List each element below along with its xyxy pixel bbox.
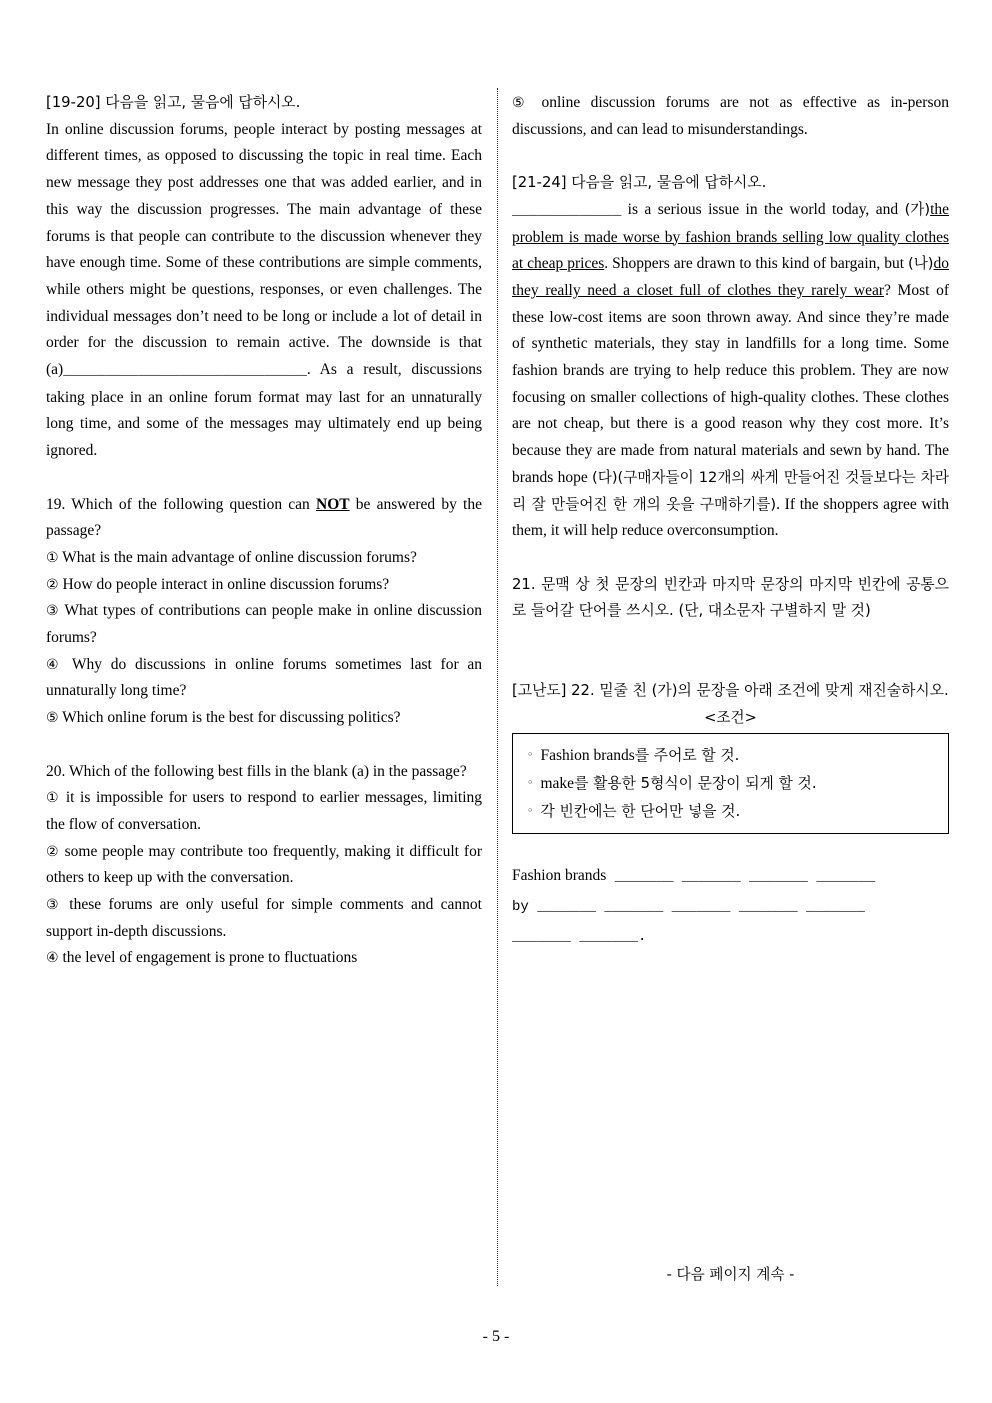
bullet-icon: ◦ — [527, 776, 534, 790]
choice-marker: ⑤ — [46, 710, 59, 727]
passage-1-heading: [19-20] 다음을 읽고, 물음에 답하시오. — [46, 94, 301, 111]
answer-line-1 — [512, 861, 949, 892]
spacer — [512, 143, 949, 170]
question-20-choice-4[interactable] — [46, 945, 482, 972]
choice-text: some people may contribute too frequently, making it difficult for others to keep up with the conversation. — [46, 842, 482, 887]
passage-1-text-part-2: . As a result, discussions taking place in an online forum format may last for an unnaturally long time, and some of the messages may ultimately end up being ignored. — [46, 361, 482, 460]
spacer — [512, 545, 949, 572]
conditions-box — [512, 733, 949, 834]
choice-marker: ⑤ — [512, 95, 532, 111]
passage-2-korean-inline: (구매자들이 12개의 싸게 만들어진 것들보다는 차라리 잘 만들어진 한 개의 옷을 구매하기를) — [512, 468, 949, 513]
choice-marker: ③ — [46, 897, 62, 914]
underlined-sentence-ga: the problem is made worse by fashion brands selling low quality clothes at cheap prices — [512, 200, 949, 273]
choice-text: these forums are only useful for simple comments and cannot support in-depth discussions. — [46, 896, 482, 940]
choice-marker: ① — [46, 549, 59, 566]
passage-2-lead-blank: _____________ — [512, 202, 622, 219]
choice-marker: ④ — [46, 656, 64, 673]
passage-2-body — [512, 197, 949, 545]
question-20-choice-5[interactable] — [512, 90, 949, 143]
choice-text: it is impossible for users to respond to earlier messages, limiting the flow of conversation. — [46, 789, 482, 833]
page-number: - 5 - — [482, 1328, 510, 1345]
condition-kr-text: 를 활용한 5형식이 문장이 되게 할 것. — [574, 775, 817, 793]
condition-item-1 — [513, 741, 948, 769]
spacer — [512, 625, 949, 678]
question-19-choice-3[interactable] — [46, 598, 482, 651]
question-19-stem-before: 19. Which of the following question can — [46, 495, 316, 513]
right-column — [512, 90, 949, 952]
condition-item-2 — [513, 769, 948, 797]
choice-text: the level of engagement is prone to fluctuations — [62, 949, 358, 967]
question-19-choice-2[interactable] — [46, 572, 482, 599]
choice-marker: ② — [46, 843, 60, 860]
answer-line-3: _______ _______. — [512, 929, 647, 946]
spacer — [46, 465, 482, 492]
passage-2-seg-3: ? Most of these low-cost items are soon thrown away. And since they’re made of synthetic materials, they stay in landfills for a long time. Some fashion brands are trying to help reduce this problem. They are now focusing on smaller collections of high-quality clothes. These clothes are not cheap, but there is a good reason why they cost more. It’s because they are made from natural materials and sewn by hand. The brands hope — [512, 281, 949, 486]
question-20-choice-1[interactable] — [46, 785, 482, 838]
question-22: [고난도] 22. 밑줄 친 (가)의 문장을 아래 조건에 맞게 재진술하시오. — [512, 682, 949, 700]
choice-text: Why do discussions in online forums sometimes last for an unnaturally long time? — [46, 655, 482, 700]
answer-prefix: Fashion brands — [512, 867, 607, 885]
continue-note: - 다음 페이지 계속 - — [666, 1266, 795, 1283]
question-19-stem — [46, 492, 482, 545]
marker-ga: (가) — [904, 200, 931, 218]
choice-marker: ③ — [46, 603, 60, 620]
passage-2-seg-1: is a serious issue in the world today, and — [621, 200, 905, 218]
passage-1-text-part-1: In online discussion forums, people interact by posting messages at different times, as opposed to discussing the topic in real time. Each new message they post addresses one that was added earlier, and in this way the discussion progresses. The main advantage of these forums is that people can contribute to the discussion whenever they have enough time. Some of these contributions are simple comments, while others might be questions, responses, or even challenges. The individual messages don’t need to be long or include a lot of detail in order for the discussion to remain active. The downside is that (a) — [46, 120, 482, 379]
choice-marker: ① — [46, 790, 61, 807]
question-19-choice-4[interactable] — [46, 652, 482, 705]
question-19-emphasis-not: NOT — [316, 495, 350, 513]
choice-marker: ④ — [46, 950, 59, 967]
spacer — [46, 732, 482, 759]
marker-na: (나) — [908, 255, 934, 273]
passage-2-seg-2: . Shoppers are drawn to this kind of bargain, but — [604, 255, 908, 273]
choice-text: What types of contributions can people make in online discussion forums? — [46, 602, 482, 647]
spacer — [512, 834, 949, 861]
passage-1-body — [46, 117, 482, 465]
left-column — [46, 90, 482, 972]
condition-item-3 — [513, 797, 948, 825]
answer-blanks-1: _______ _______ _______ _______ — [606, 869, 876, 886]
question-19-choice-5[interactable] — [46, 705, 482, 732]
underlined-sentence-na: do they really need a closet full of clothes they rarely wear — [512, 255, 949, 299]
choice-text: Which online forum is the best for discussing politics? — [62, 709, 401, 727]
question-21: 21. 문맥 상 첫 문장의 빈칸과 마지막 문장의 마지막 빈칸에 공통으로 들어갈 단어를 쓰시오. (단, 대소문자 구별하지 말 것) — [512, 575, 949, 620]
passage-2-heading: [21-24] 다음을 읽고, 물음에 답하시오. — [512, 174, 767, 192]
choice-text: How do people interact in online discussion forums? — [62, 575, 390, 593]
question-20-choice-3[interactable] — [46, 892, 482, 945]
passage-1-blank-a: _____________________________ — [63, 363, 307, 380]
passage-2-seg-4: . If the shoppers agree with them, it will help reduce overconsumption. — [512, 495, 949, 540]
answer-line-2: by _______ _______ _______ _______ _______ — [512, 899, 865, 916]
answer-blank-area[interactable] — [512, 861, 949, 952]
condition-kr-text: 를 주어로 할 것. — [634, 747, 740, 765]
question-20-stem: 20. Which of the following best fills in the blank (a) in the passage? — [46, 762, 467, 780]
condition-en-term: make — [540, 775, 575, 793]
conditions-title: <조건> — [704, 708, 757, 726]
condition-kr-text: 각 빈칸에는 한 단어만 넣을 것. — [540, 803, 741, 821]
two-column-body — [0, 90, 992, 1310]
choice-text: What is the main advantage of online discussion forums? — [62, 548, 417, 566]
bullet-icon: ◦ — [527, 748, 534, 762]
choice-marker: ② — [46, 576, 59, 593]
question-19-choice-1[interactable] — [46, 545, 482, 572]
question-19-stem-after: be answered by the passage? — [46, 495, 482, 540]
condition-en-term: Fashion brands — [540, 747, 635, 765]
marker-da: (다) — [592, 468, 618, 486]
bullet-icon: ◦ — [527, 804, 534, 818]
choice-text: online discussion forums are not as effective as in-person discussions, and can lead to misunderstandings. — [512, 94, 949, 138]
question-20-choice-2[interactable] — [46, 839, 482, 892]
